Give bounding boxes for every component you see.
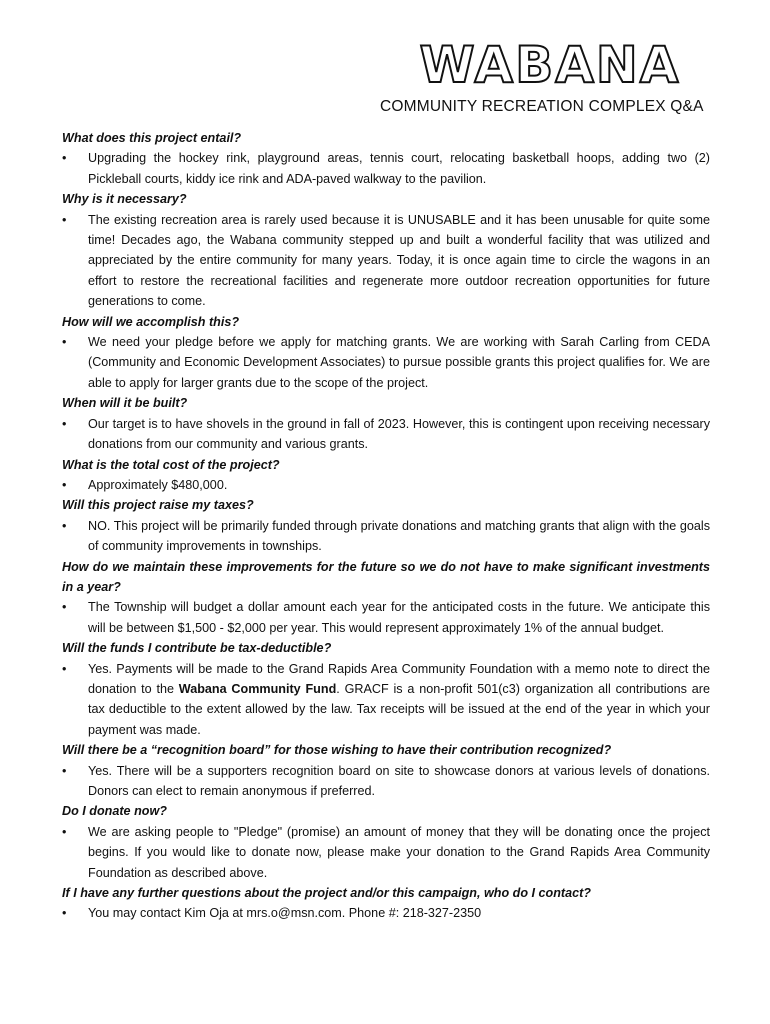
faq-answer <box>62 475 710 495</box>
faq-answer-text-post: . GRACF is a non-profit 501(c3) organization all contributions are tax deductible to the extent allowed by the law. Tax receipts will be issued at the end of the year in which your payment was made. <box>88 681 710 737</box>
faq-answer <box>62 822 710 883</box>
faq-question: Will this project raise my taxes? <box>62 498 254 513</box>
faq-question: Will the funds I contribute be tax-deductible? <box>62 641 332 656</box>
faq-answer <box>62 414 710 455</box>
faq-answer-text: We need your pledge before we apply for matching grants. We are working with Sarah Carling from CEDA (Community and Economic Development Associates) to pursue possible grants this project qualifies for. We are able to apply for larger grants due to the scope of the project. <box>88 335 710 390</box>
faq-answer <box>62 761 710 802</box>
faq-list <box>62 128 710 924</box>
faq-question: What does this project entail? <box>62 131 242 145</box>
bullet-icon: • <box>62 212 67 227</box>
faq-answer <box>62 210 710 312</box>
faq-answer <box>62 516 710 557</box>
faq-answer-text-pre: Yes. Payments will be made to the Grand Rapids Area Community Foundation with a memo note to direct the donation to the <box>88 661 710 696</box>
bullet-icon: • <box>62 600 67 615</box>
bullet-icon: • <box>62 335 67 350</box>
faq-answer-text: NO. This project will be primarily funded through private donations and matching grants that align with the goals of community improvements in townships. <box>88 518 710 554</box>
faq-answer-text: Our target is to have shovels in the ground in fall of 2023. However, this is contingent upon receiving necessary donations from our community and various grants. <box>88 416 710 452</box>
faq-answer-text: Approximately $480,000. <box>88 477 228 492</box>
bullet-icon: • <box>62 824 67 839</box>
bullet-icon: • <box>62 416 67 431</box>
wabana-logo <box>402 38 698 94</box>
faq-question: When will it be built? <box>62 396 188 411</box>
logo-text: WABANA <box>419 38 681 94</box>
bullet-icon: • <box>62 763 67 778</box>
faq-answer <box>62 148 710 189</box>
bullet-icon: • <box>62 151 67 166</box>
faq-answer-text: We are asking people to "Pledge" (promise) an amount of money that they will be donating once the project begins. If you would like to donate now, please make your donation to the Grand Rapids Area Community Foundation as described above. <box>88 824 710 880</box>
bullet-icon: • <box>62 518 67 533</box>
bullet-icon: • <box>62 661 67 676</box>
bullet-icon: • <box>62 477 67 492</box>
faq-question: Will there be a “recognition board” for those wishing to have their contribution recognized? <box>62 743 612 758</box>
faq-answer-text: The existing recreation area is rarely used because it is UNUSABLE and it has been unusable for quite some time! Decades ago, the Wabana community stepped up and built a wonderful facility that was utilized and appreciated by the entire community for many years. Today, it is once again time to circle the wagons in an effort to restore the recreational facilities and regenerate more outdoor recreation opportunities for future generations to come. <box>88 212 710 309</box>
faq-answer-text: Yes. There will be a supporters recognition board on site to showcase donors at various levels of donations. Donors can elect to remain anonymous if preferred. <box>88 763 710 798</box>
faq-answer <box>62 597 710 638</box>
document-subtitle: COMMUNITY RECREATION COMPLEX Q&A <box>380 98 704 115</box>
faq-answer <box>62 903 710 923</box>
faq-answer-text: The Township will budget a dollar amount each year for the anticipated costs in the future. We anticipate this will be between $1,500 - $2,000 per year. This would represent approximately 1% of the annual budget. <box>88 600 710 635</box>
faq-answer <box>62 659 710 741</box>
faq-question: How will we accomplish this? <box>62 314 240 329</box>
faq-question: Do I donate now? <box>62 804 167 819</box>
faq-answer <box>62 332 710 393</box>
faq-question: What is the total cost of the project? <box>62 457 280 472</box>
fund-name: Wabana Community Fund <box>178 681 337 696</box>
faq-question: Why is it necessary? <box>62 192 187 207</box>
faq-answer-text: Upgrading the hockey rink, playground areas, tennis court, relocating basketball hoops, adding two (2) Pickleball courts, kiddy ice rink and ADA-paved walkway to the pavilion. <box>88 151 710 186</box>
document-header <box>0 38 770 120</box>
bullet-icon: • <box>62 906 67 921</box>
faq-question: How do we maintain these improvements for the future so we do not have to make significant investments in a year? <box>62 559 710 594</box>
faq-question: If I have any further questions about the project and/or this campaign, who do I contact? <box>62 886 591 901</box>
faq-answer-contact: You may contact Kim Oja at mrs.o@msn.com. Phone #: 218-327-2350 <box>88 906 482 921</box>
